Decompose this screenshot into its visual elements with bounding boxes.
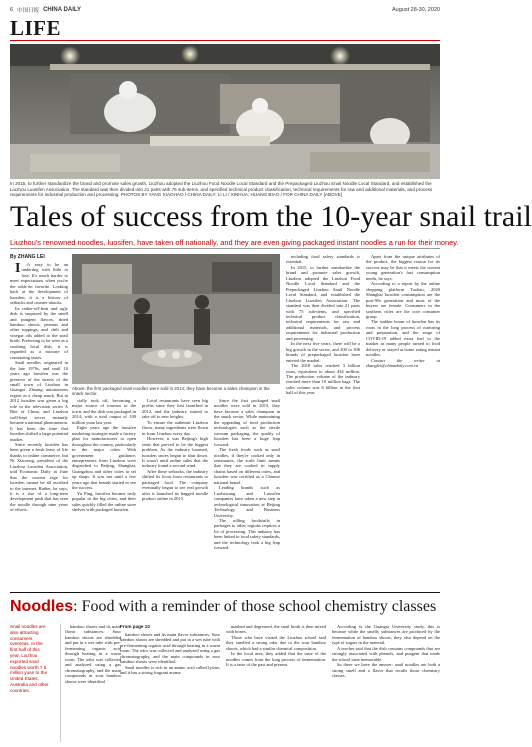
chinese-name: 中国日报: [17, 8, 40, 14]
article-paragraph: According to the Guangxi University study, this is because while the smelly substances are produced by the fermentation of bamboo shoots, they also depend on the type of sugars in the material.: [332, 624, 440, 646]
article-paragraph: Apart from the unique attributes of the product, the biggest reason for its success may be that it meets the current young generation's fast consumption needs, he says.: [366, 254, 440, 281]
article-paragraph: After these setbacks, the industry shifted its focus from restaurants to packaged food. The company eventually began to see real growth after it launched its bagged noodle product online in 2015.: [142, 468, 208, 502]
noodles-keyword: Noodles: [10, 598, 74, 615]
article-column-2: [72, 398, 136, 588]
article-paragraph: The sudden boom of luosifen has its roots in the long process of nurturing and preparation, and the surge of COVID-19 added extra fuel to the market as many people turned to food delivery or stayed at home eating instant noodles.: [366, 319, 440, 358]
article-paragraph: bamboo shoots and its main flavor substances. Sour bamboo shoots are shredded and put in a wet tube with pre-fermenting organic acid through heating in a warm room. The odor was collected and analyzed using a gas chromatography, and the main compounds in sour bamboo shoots were identified.: [120, 632, 220, 665]
article-paragraph: cially took off, becoming a major source of tourism in the town, and the dish was packaged in 2014, with a total output of 100 million yuan last year.: [72, 398, 136, 425]
article-column-3: [142, 398, 208, 588]
article-paragraph: Leading brands such as Luobawang and Luosifen companies have taken a new step in technological innovation at Beijing Technology and Business University.: [214, 485, 280, 518]
street-photo-caption: Above: the first packaged snail noodles were sold in 2014; they have become a sales champion in the snack sector.: [72, 386, 270, 397]
issue-date: August 28-30, 2020: [391, 7, 440, 13]
section-header: [10, 16, 440, 41]
article-paragraph: In 2015, to further standardize the brand and promote sales growth, Liuzhou adopted the Liuzhou Food Noodle Local Standard and the Prepackaged Liuzhou Snail Noodle Local Standard, and established the Liuzhou Luosifen Association. The standard was then divided into 21 parts with 75 sub-items, and specified technical product classification, technical requirements for raw and additional materials, and process requirements for industrial production and processing.: [286, 264, 360, 341]
street-photo-image: [72, 254, 280, 384]
article-paragraph: mashed and degreased, the snail broth is then mixed with bones.: [226, 624, 326, 635]
article-paragraph: Yu Ping, luosifen became truly popular in the big cities, and their sales quickly filled the online store shelves with packaged luosifen.: [72, 490, 136, 513]
article-paragraph: Local restaurants have seen big profits since they first launched in 2012, and the industry started to take off to new heights.: [142, 398, 208, 420]
noodles-divider: [10, 592, 440, 593]
article-paragraph: In the next five years, there will be a big growth in the sector, and 200 to 300 brands of prepackaged luosifen have entered the market.: [286, 341, 360, 363]
divider: [10, 248, 440, 249]
article-column-1: [10, 262, 68, 588]
noodles-column-2: [120, 632, 220, 742]
article-paragraph: bamboo shoots and its main flavor substances. Sour bamboo shoots are shredded and put in a wet tube with pre-fermenting organic acid through heating in a warm room. The odor was collected and analyzed using a gas chromatography, and the main compounds in sour bamboo shoots were identified.: [65, 624, 121, 684]
factory-photo: [10, 44, 440, 179]
author-contact: Contact the writer at zhanglei@chinadaily.com.cn: [366, 357, 440, 369]
article-paragraph: Eight years ago the luosifen marketing strategist made a factory plan for manufacturers to open throughout the country, particularly in the major cities. With government guidance, entrepreneurs from Liuzhou were dispatched to Beijing, Shanghai, Guangzhou and other cities to set up shops. It was not until a few years ago that brands started to see the success.: [72, 425, 136, 491]
headline: Tales of success from the 10-year snail trail: [10, 200, 532, 233]
article-paragraph: Snail noodles originated in the late 1970s, and until 10 years ago luosifen was the preserve of the streets of the small town of Liuzhou in Guangxi Zhuang autonomous region as a cheap snack. But in 2012 luosifen was given a big role in the television series A Bite of China, and Liuzhou well-kept secret instantly became a national phenomenon. It has been the time that luosifen shifted a large potential market.: [10, 360, 68, 442]
article-paragraph: The fresh foods such as snail noodles, if they're cooked only in restaurants, the scale limit means that they are cooked in supply chains based on different cities, and luosifen was certified as a Chinese national brand.: [214, 447, 280, 485]
noodles-headline: [10, 596, 440, 618]
subheadline: Liuzhou's renowned noodles, luosifen, have taken off nationally, and they are even giving packaged instant noodles a run for their money.: [10, 238, 459, 247]
article-paragraph: However, it was Beijing's high rents that proved to be the biggest problem. As the industry boomed, luosifen stores began to shut down. It wasn't until online sales that the industry found a second wind.: [142, 436, 208, 469]
noodles-column-1: [60, 624, 121, 742]
article-paragraph: The 2018 sales reached 3 billion yuan, equivalent to about 434 million. The production volume of the industry reached more than 10 million bags. The sales volume was 6 billion in the first half of this year.: [286, 363, 360, 396]
article-paragraph: According to a report by the online shopping platform Taobao, 2020 Shanghai luosifen consumption are the post-90s generation and most of the buyers are female. Consumers in the southern cities are the core consumer group.: [366, 281, 440, 319]
article-paragraph: In the local area, they added that the taste of the noodles comes from the long process of fermentation. It is a taste of the past and present.: [226, 651, 326, 668]
article-paragraph: Those who have visited the Liuzhou school said they smelled a strong odor due to the sour bamboo shoots, which had a similar chemical composition.: [226, 634, 326, 651]
street-photo: [72, 254, 280, 384]
noodles-column-3: [226, 624, 326, 742]
newspaper-brand: CHINA DAILY: [43, 7, 81, 13]
continued-from: From page 10: [120, 624, 150, 629]
article-column-5: [286, 254, 360, 588]
article-paragraph: Since the first packaged snail noodles were sold in 2015, they have become a sales champion in the snack sector. While maintaining the upgrading of food production technologies such as the sterile vacuum packaging, the quality of luosifen has been a huge leap forward.: [214, 398, 280, 447]
masthead: [10, 4, 440, 16]
article-paragraph: So there we have the answer: snail noodles are both a strong smell and a flavor that recalls those chemistry classes.: [332, 662, 440, 679]
article-paragraph: Snail noodles is rich in an amino acid called lysine, and it has a strong fragrant aroma.: [120, 664, 220, 676]
noodles-column-4: [332, 624, 440, 742]
article-paragraph: Its rather-off-beat and ugly dish is surprised by the smell and pungent flavors, dried bamboo shoots, peanuts and other toppings, and chili and vinegar oils added to the snail broth. Preferring to be seen as a soothing local dish, it is regarded as a mixture of contrasting tastes.: [10, 305, 68, 360]
article-paragraph: including food safety standards is essential.: [286, 254, 360, 265]
article-paragraph: To ensure the authentic Liuzhou flavor, many ingredients were flown in from Liuzhou every day.: [142, 419, 208, 436]
masthead-left: [10, 6, 81, 14]
noodles-headline-text: : Food with a reminder of those school chemistry classes: [73, 598, 437, 615]
article-column-4: [214, 398, 280, 588]
article-column-6: [366, 254, 440, 588]
article-paragraph: The rolling foodstuffs in packages to other regions requires a lot of processing. This industry has been linked to food safety standards, and the technology took a big leap forward.: [214, 517, 280, 551]
factory-photo-image: [10, 44, 440, 179]
photo-caption: In 2015, to further standardize the brand and promote sales growth, Liuzhou adopted the Liuzhou Food Noodle Local Standard and the Prepackaged Liuzhou Snail Noodle Local Standard, and established the Liuzhou Luosifen Association. The standard was then divided into 21 parts with 75 sub-items, and specified technical product classification, technical requirements for raw and additional materials, and process requirements for industrial production and processing. PHOTOS BY YANG XIAOHAO / CHINA DAILY; LI LI / XINHUA; HUANG BIAO / FOR CHINA DAILY [ABOVE]: [10, 181, 433, 198]
article-paragraph: It's easy to be an underdog with little to lose. It's much harder to meet expectations when you're the odds-on favorite. Looking back at the development of luosifen, it is a history of setbacks and counter-attacks.: [10, 261, 68, 306]
article-paragraph: Since recently luosifen has been given a fresh lease of life thanks to online commerce, but Ni Xiaorong, president of the Liuzhou Luosifen Association, told Economic Daily in June that the current rage for luosifen cannot be all ascribed to the internet. Rather, he says, it is a rise of a long-term development push that has seen the noodle through nine years of efforts.: [10, 441, 68, 513]
byline: By ZHANG LEI: [10, 254, 45, 260]
noodles-sidebar: Snail noodles are also attracting consumers overseas. In the first half of this year, Liuzhou exported snail noodles worth 7.5 million yuan to the United States, Australia and other countries.: [10, 624, 49, 693]
page-number: 6: [10, 7, 14, 13]
article-paragraph: A teacher said that the dish contains compounds that are strongly associated with phenols, and pungent that made the school taste memorable.: [332, 645, 440, 662]
section-title: LIFE: [10, 16, 62, 40]
